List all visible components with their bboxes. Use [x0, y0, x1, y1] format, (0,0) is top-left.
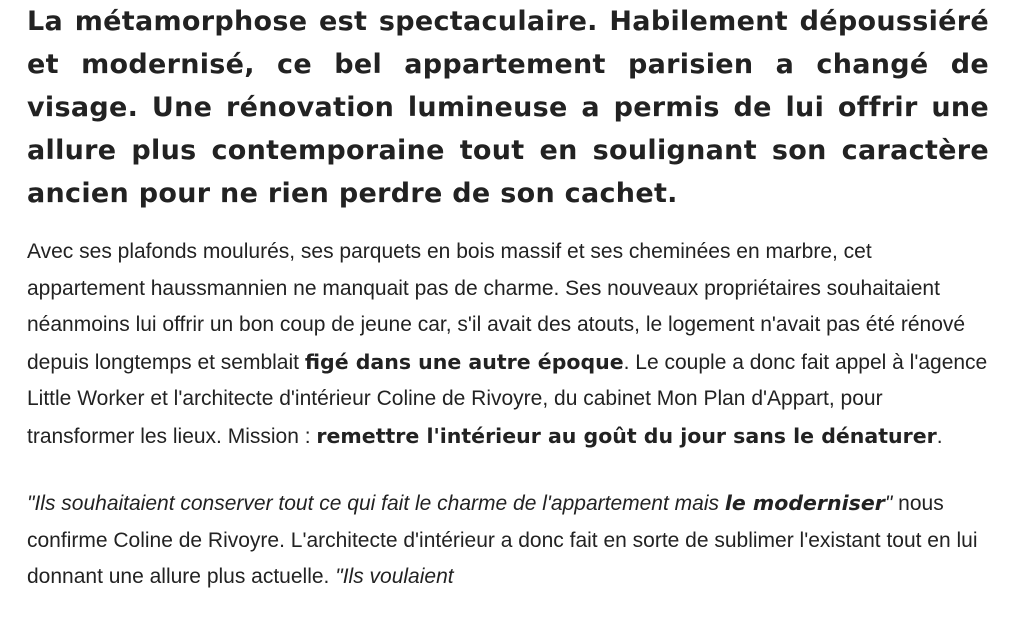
article-paragraph [27, 485, 989, 596]
quote-bold: le moderniser [724, 491, 885, 515]
paragraph-emphasis: remettre l'intérieur au goût du jour sans le dénaturer [316, 423, 937, 448]
quote-emphasis [725, 492, 885, 515]
quote-text: "Ils voulaient [335, 565, 454, 588]
paragraph-text: . Le couple a donc fait appel à l'agence Little Worker et l'architecte d'intérieur Coline de Rivoyre, du cabinet Mon Plan d'Appart, pour transformer les lieux. Mission : [27, 350, 988, 448]
quote-text: "Ils souhaitaient conserver tout ce qui fait le charme de l'appartement mais [27, 492, 725, 515]
paragraph-text: nous confirme Coline de Rivoyre. L'architecte d'intérieur a donc fait en sorte de sublimer l'existant tout en lui donnant une allure plus actuelle. [27, 492, 978, 588]
paragraph-emphasis: figé dans une autre époque [304, 349, 624, 374]
article-body [27, 0, 989, 596]
quote-close: " [884, 492, 893, 515]
article-lead: La métamorphose est spectaculaire. Habilement dépoussiéré et modernisé, ce bel appartement parisien a changé de visage. Une rénovation lumineuse a permis de lui offrir une allure plus contemporaine tout en soulignant son caractère ancien pour ne rien perdre de son cachet. [27, 6, 989, 209]
paragraph-text: Avec ses plafonds moulurés, ses parquets en bois massif et ses cheminées en marbre, cet appartement haussmannien ne manquait pas de charme. Ses nouveaux propriétaires souhaitaient néanmoins lui offrir un bon coup de jeune car, s'il avait des atouts, le logement n'avait pas été rénové depuis longtemps et semblait [27, 240, 966, 374]
paragraph-text: . [936, 424, 943, 448]
article-paragraph [27, 234, 989, 455]
